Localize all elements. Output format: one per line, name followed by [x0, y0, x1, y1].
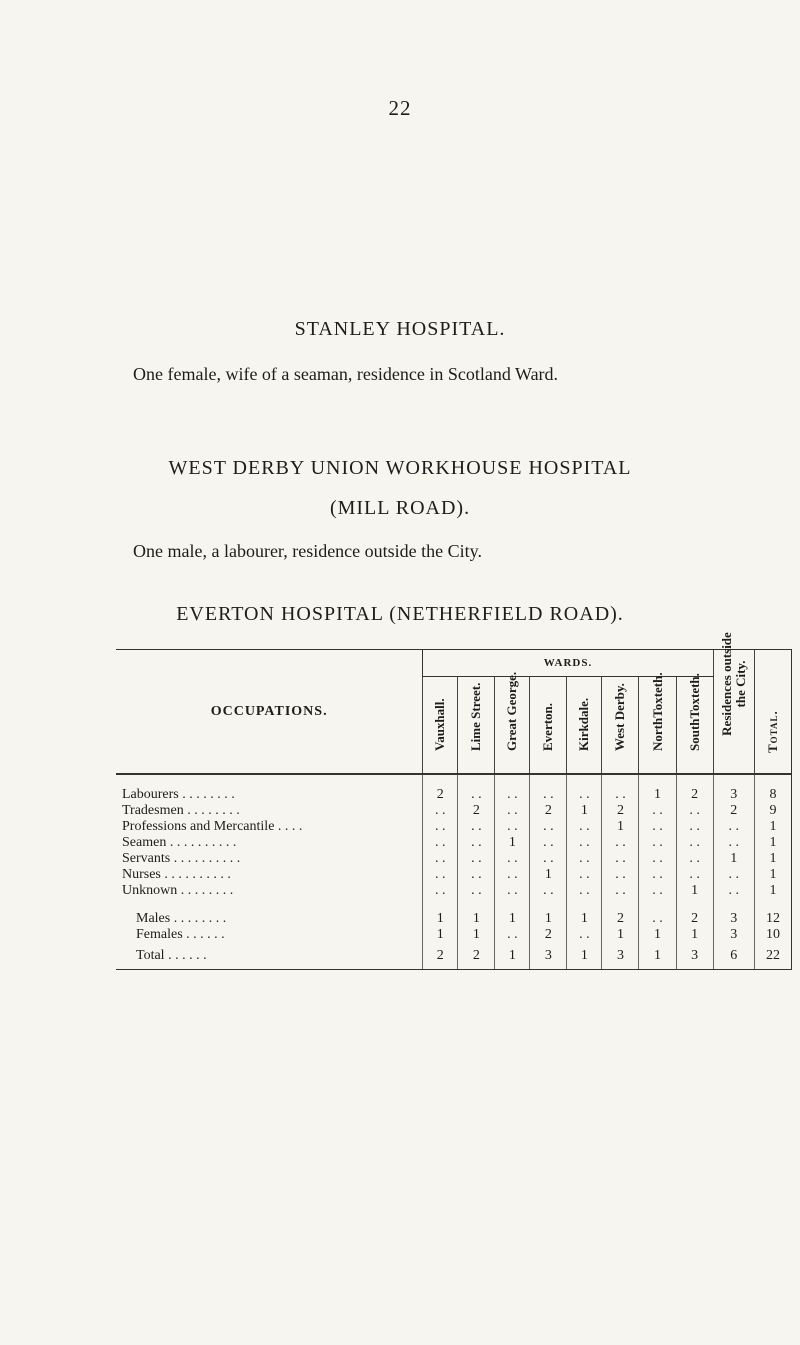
- table-cell: . .: [602, 835, 639, 851]
- row-label: Servants . . . . . . . . . .: [122, 851, 241, 866]
- table-cell: . .: [713, 867, 754, 883]
- row-label: Nurses . . . . . . . . . .: [122, 867, 231, 882]
- ward-header-2: [458, 677, 495, 775]
- table-cell: 3: [713, 911, 754, 927]
- table-cell: 2: [423, 787, 458, 803]
- table-cell: 2: [458, 943, 495, 970]
- table-cell: 8: [754, 787, 791, 803]
- table-row: [116, 787, 792, 803]
- wards-header: WARDS.: [423, 650, 713, 677]
- table-cell: 1: [676, 883, 713, 899]
- table-cell: 1: [639, 943, 676, 970]
- occupations-table-container: [116, 632, 792, 970]
- table-cell: 2: [676, 911, 713, 927]
- table-cell: 1: [754, 851, 791, 867]
- table-cell: 1: [567, 943, 602, 970]
- table-cell: . .: [423, 851, 458, 867]
- row-label: Total . . . . . .: [116, 943, 423, 970]
- table-cell: . .: [567, 851, 602, 867]
- table-cell: . .: [602, 867, 639, 883]
- row-label: Professions and Mercantile . . . .: [122, 819, 303, 834]
- ward-header-label: SouthToxteth.: [686, 673, 702, 751]
- row-label: Seamen . . . . . . . . . .: [122, 835, 237, 850]
- table-cell: 1: [754, 867, 791, 883]
- table-cell: 2: [530, 927, 567, 943]
- table-cell: 1: [423, 927, 458, 943]
- table-cell: . .: [495, 927, 530, 943]
- table-cell: . .: [567, 867, 602, 883]
- table-cell: 1: [423, 911, 458, 927]
- table-row: [116, 911, 792, 927]
- table-cell: . .: [458, 867, 495, 883]
- west-derby-heading: WEST DERBY UNION WORKHOUSE HOSPITAL: [168, 457, 632, 479]
- table-cell: 1: [639, 787, 676, 803]
- ward-header-5: [567, 677, 602, 775]
- table-cell: 3: [713, 927, 754, 943]
- table-cell: . .: [602, 883, 639, 899]
- ward-header-label: Everton.: [540, 702, 556, 751]
- table-cell: 1: [754, 835, 791, 851]
- table-cell: . .: [567, 819, 602, 835]
- table-cell: 1: [530, 911, 567, 927]
- table-cell: . .: [423, 819, 458, 835]
- everton-hospital-heading: EVERTON HOSPITAL (NETHERFIELD ROAD).: [176, 603, 624, 625]
- table-cell: . .: [676, 819, 713, 835]
- table-cell: 1: [754, 819, 791, 835]
- ward-header-label: West Derby.: [612, 683, 628, 751]
- table-cell: . .: [495, 819, 530, 835]
- table-cell: . .: [639, 851, 676, 867]
- west-derby-subheading: (MILL ROAD).: [329, 497, 471, 519]
- table-cell: 1: [530, 867, 567, 883]
- table-cell: . .: [530, 819, 567, 835]
- table-cell: . .: [530, 851, 567, 867]
- table-cell: 1: [602, 819, 639, 835]
- table-cell: . .: [567, 835, 602, 851]
- ward-header-3: [495, 671, 530, 775]
- west-derby-text: One male, a labourer, residence outside the City.: [133, 541, 482, 561]
- table-cell: . .: [530, 787, 567, 803]
- table-row: [116, 867, 792, 883]
- occupations-header: OCCUPATIONS.: [116, 650, 423, 775]
- table-cell: . .: [639, 867, 676, 883]
- table-row: [116, 835, 792, 851]
- occupations-table: [116, 632, 792, 970]
- ward-header-label: NorthToxteth.: [649, 672, 665, 751]
- table-cell: 1: [713, 851, 754, 867]
- residences-header-line1: Residences outside: [718, 632, 734, 736]
- table-row: [116, 819, 792, 835]
- table-cell: . .: [676, 867, 713, 883]
- table-cell: 2: [530, 803, 567, 819]
- table-cell: 1: [458, 911, 495, 927]
- table-row: [116, 851, 792, 867]
- table-cell: 3: [713, 787, 754, 803]
- table-cell: 2: [602, 803, 639, 819]
- table-cell: . .: [530, 883, 567, 899]
- table-cell: 6: [713, 943, 754, 970]
- table-cell: . .: [567, 787, 602, 803]
- row-label: Unknown . . . . . . . .: [122, 883, 234, 898]
- page-number: 22: [388, 96, 412, 120]
- table-cell: . .: [458, 787, 495, 803]
- table-cell: 3: [676, 943, 713, 970]
- table-cell: . .: [602, 851, 639, 867]
- ward-header-7: [639, 672, 676, 775]
- table-row: [116, 803, 792, 819]
- ward-header-label: Great George.: [504, 671, 520, 751]
- table-cell: . .: [639, 819, 676, 835]
- table-cell: . .: [676, 835, 713, 851]
- table-cell: 2: [423, 943, 458, 970]
- row-label: Labourers . . . . . . . .: [122, 787, 235, 802]
- table-cell: 3: [602, 943, 639, 970]
- row-label: Males . . . . . . . .: [136, 911, 227, 926]
- total-header: [754, 650, 791, 775]
- table-cell: . .: [530, 835, 567, 851]
- table-cell: 2: [676, 787, 713, 803]
- table-cell: . .: [639, 835, 676, 851]
- table-cell: . .: [713, 819, 754, 835]
- table-cell: 2: [602, 911, 639, 927]
- table-cell: 1: [676, 927, 713, 943]
- ward-header-label: Lime Street.: [468, 682, 484, 751]
- table-cell: 1: [567, 911, 602, 927]
- table-cell: 9: [754, 803, 791, 819]
- spacer-row: [116, 899, 792, 911]
- table-cell: . .: [495, 867, 530, 883]
- table-cell: 22: [754, 943, 791, 970]
- table-cell: 2: [713, 803, 754, 819]
- stanley-hospital-heading: STANLEY HOSPITAL.: [294, 318, 506, 340]
- spacer-row: [116, 774, 792, 787]
- row-label: Tradesmen . . . . . . . .: [122, 803, 240, 818]
- table-cell: . .: [676, 851, 713, 867]
- table-cell: 12: [754, 911, 791, 927]
- table-cell: . .: [423, 883, 458, 899]
- table-cell: . .: [495, 851, 530, 867]
- table-cell: . .: [423, 803, 458, 819]
- table-cell: . .: [602, 787, 639, 803]
- table-cell: . .: [567, 883, 602, 899]
- ward-header-8: [676, 673, 713, 775]
- ward-header-label: Vauxhall.: [432, 698, 448, 751]
- ward-header-6: [602, 677, 639, 775]
- residences-header-line2: the City.: [732, 660, 748, 708]
- total-header-label: Total.: [764, 710, 780, 753]
- table-cell: 1: [458, 927, 495, 943]
- ward-header-label: Kirkdale.: [576, 697, 592, 751]
- table-cell: 1: [602, 927, 639, 943]
- table-cell: . .: [458, 835, 495, 851]
- table-cell: 1: [639, 927, 676, 943]
- table-cell: 1: [495, 911, 530, 927]
- table-cell: . .: [495, 883, 530, 899]
- table-cell: . .: [495, 803, 530, 819]
- table-cell: . .: [423, 835, 458, 851]
- table-cell: . .: [495, 787, 530, 803]
- table-cell: . .: [567, 927, 602, 943]
- table-cell: 1: [567, 803, 602, 819]
- residences-header: [713, 632, 754, 775]
- table-cell: 10: [754, 927, 791, 943]
- table-cell: . .: [458, 851, 495, 867]
- table-cell: . .: [639, 911, 676, 927]
- table-cell: . .: [458, 883, 495, 899]
- stanley-hospital-text: One female, wife of a seaman, residence in Scotland Ward.: [133, 364, 559, 384]
- table-cell: . .: [676, 803, 713, 819]
- table-cell: 3: [530, 943, 567, 970]
- table-cell: 1: [495, 943, 530, 970]
- ward-header-1: [423, 677, 458, 775]
- table-row: [116, 883, 792, 899]
- table-cell: . .: [458, 819, 495, 835]
- table-row: [116, 927, 792, 943]
- table-cell: 2: [458, 803, 495, 819]
- table-cell: 1: [495, 835, 530, 851]
- ward-header-4: [530, 677, 567, 775]
- table-cell: . .: [713, 835, 754, 851]
- table-cell: 1: [754, 883, 791, 899]
- table-cell: . .: [639, 883, 676, 899]
- row-label: Females . . . . . .: [136, 927, 225, 942]
- table-row: [116, 943, 792, 970]
- table-cell: . .: [713, 883, 754, 899]
- table-cell: . .: [639, 803, 676, 819]
- table-cell: . .: [423, 867, 458, 883]
